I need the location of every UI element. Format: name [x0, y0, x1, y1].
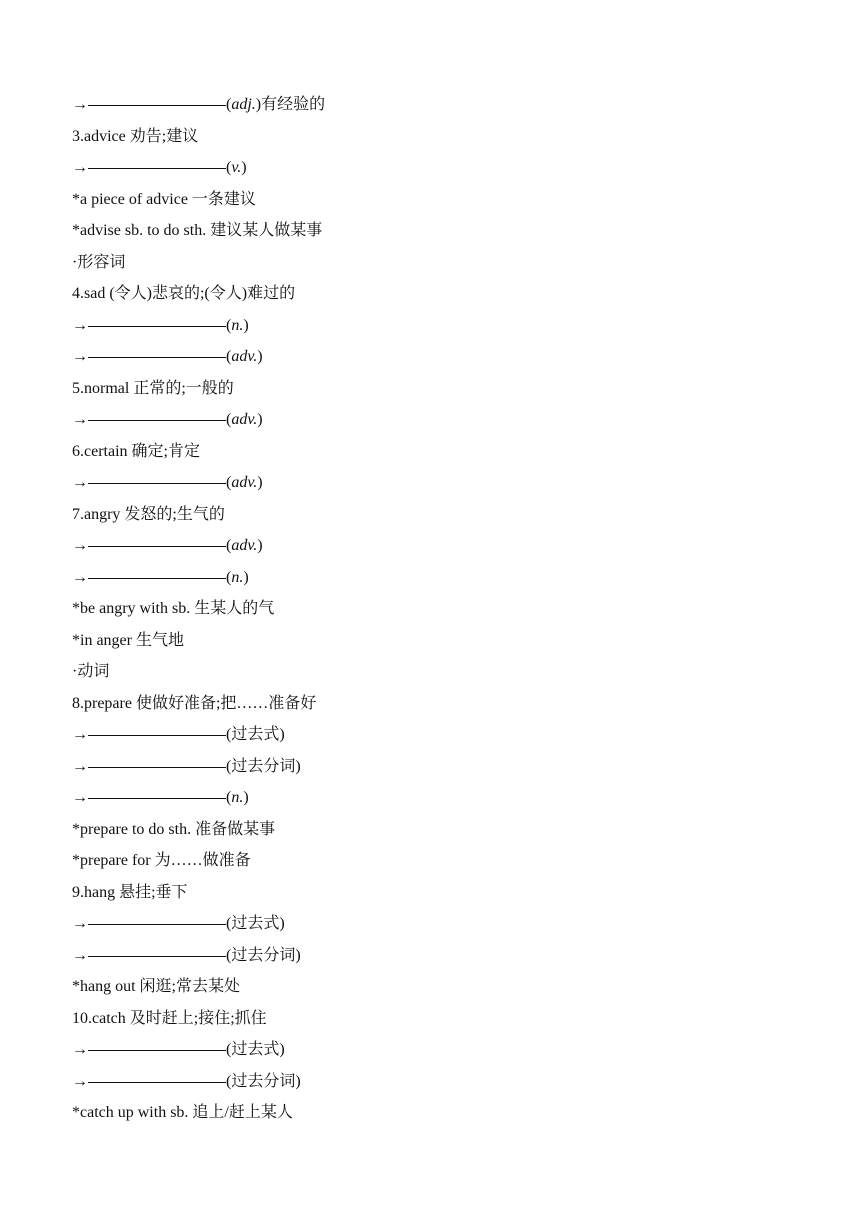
answer-blank[interactable]	[88, 482, 226, 484]
hint-prefix: (过去分词)	[226, 946, 301, 964]
arrow-icon: →	[72, 726, 88, 743]
part-of-speech: v.	[231, 159, 242, 176]
arrow-icon: →	[72, 1072, 88, 1090]
hint-prefix: (过去式)	[226, 915, 285, 932]
text-line: *prepare to do sth. 准备做某事	[72, 820, 276, 838]
fill-in-line	[72, 467, 772, 499]
arrow-icon: →	[72, 159, 88, 176]
hint-suffix: )	[243, 316, 249, 334]
fill-in-line	[72, 89, 772, 121]
arrow-icon: →	[72, 96, 88, 113]
text-line: 7.angry 发怒的;生气的	[72, 505, 225, 523]
arrow-icon: →	[72, 1041, 88, 1058]
hint-prefix: (	[226, 537, 232, 554]
text-line: 4.sad (令人)悲哀的;(令人)难过的	[72, 285, 296, 302]
text-line: 6.certain 确定;肯定	[72, 442, 200, 460]
text-line: ·动词	[72, 663, 110, 680]
arrow-icon: →	[72, 316, 88, 334]
text-line: 10.catch 及时赶上;接住;抓住	[72, 1009, 267, 1027]
arrow-icon: →	[72, 915, 88, 932]
part-of-speech: adv.	[231, 474, 258, 491]
part-of-speech: adj.	[231, 96, 256, 113]
answer-blank[interactable]	[88, 1049, 226, 1051]
part-of-speech: n.	[231, 568, 244, 586]
fill-in-line	[72, 341, 772, 373]
hint-prefix: (过去式)	[226, 726, 285, 743]
arrow-icon: →	[72, 537, 88, 554]
answer-blank[interactable]	[88, 356, 226, 358]
arrow-icon: →	[72, 757, 88, 775]
answer-blank[interactable]	[88, 923, 226, 925]
hint-prefix: (	[226, 316, 232, 334]
text-line: *catch up with sb. 追上/赶上某人	[72, 1104, 293, 1121]
hint-suffix: )	[243, 568, 249, 586]
text-line: *hang out 闲逛;常去某处	[72, 978, 240, 995]
arrow-icon: →	[72, 348, 88, 365]
hint-suffix: )	[257, 474, 263, 491]
text-line: *be angry with sb. 生某人的气	[72, 600, 275, 617]
text-line: 8.prepare 使做好准备;把……准备好	[72, 694, 317, 712]
answer-blank[interactable]	[88, 1081, 226, 1083]
hint-prefix: (	[226, 411, 232, 428]
hint-suffix: )	[257, 411, 263, 428]
part-of-speech: adv.	[231, 537, 258, 554]
answer-blank[interactable]	[88, 167, 226, 169]
text-line: *a piece of advice 一条建议	[72, 190, 256, 208]
fill-in-line	[72, 404, 772, 436]
fill-in-line	[72, 751, 772, 783]
fill-in-line	[72, 152, 772, 184]
hint-suffix: )有经验的	[255, 96, 326, 113]
text-line: ·形容词	[72, 253, 126, 271]
fill-in-line	[72, 1066, 772, 1098]
answer-blank[interactable]	[88, 419, 226, 421]
text-line: 3.advice 劝告;建议	[72, 127, 199, 145]
hint-prefix: (	[226, 159, 232, 176]
hint-prefix: (	[226, 96, 232, 113]
fill-in-line	[72, 908, 772, 940]
text-line: 9.hang 悬挂;垂下	[72, 883, 188, 901]
fill-in-line	[72, 530, 772, 562]
fill-in-line	[72, 310, 772, 342]
fill-in-line	[72, 1034, 772, 1066]
fill-in-line	[72, 940, 772, 972]
hint-prefix: (	[226, 789, 232, 806]
arrow-icon: →	[72, 946, 88, 964]
part-of-speech: adv.	[231, 348, 258, 365]
hint-suffix: )	[243, 789, 249, 806]
vocabulary-list	[72, 89, 772, 1129]
fill-in-line	[72, 782, 772, 814]
answer-blank[interactable]	[88, 955, 226, 957]
text-line: *advise sb. to do sth. 建议某人做某事	[72, 222, 323, 239]
text-line: 5.normal 正常的;一般的	[72, 379, 234, 397]
part-of-speech: n.	[231, 789, 244, 806]
hint-prefix: (	[226, 474, 232, 491]
arrow-icon: →	[72, 411, 88, 428]
arrow-icon: →	[72, 568, 88, 586]
hint-suffix: )	[257, 348, 263, 365]
answer-blank[interactable]	[88, 545, 226, 547]
hint-prefix: (	[226, 568, 232, 586]
hint-prefix: (过去分词)	[226, 1072, 301, 1090]
hint-suffix: )	[257, 537, 263, 554]
answer-blank[interactable]	[88, 766, 226, 768]
answer-blank[interactable]	[88, 325, 226, 327]
fill-in-line	[72, 562, 772, 594]
answer-blank[interactable]	[88, 797, 226, 799]
arrow-icon: →	[72, 474, 88, 491]
part-of-speech: adv.	[231, 411, 258, 428]
text-line: *prepare for 为……做准备	[72, 852, 251, 869]
answer-blank[interactable]	[88, 577, 226, 579]
answer-blank[interactable]	[88, 104, 226, 106]
arrow-icon: →	[72, 789, 88, 806]
text-line: *in anger 生气地	[72, 631, 184, 649]
answer-blank[interactable]	[88, 734, 226, 736]
hint-prefix: (过去式)	[226, 1041, 285, 1058]
hint-prefix: (	[226, 348, 232, 365]
fill-in-line	[72, 719, 772, 751]
hint-suffix: )	[241, 159, 247, 176]
hint-prefix: (过去分词)	[226, 757, 301, 775]
part-of-speech: n.	[231, 316, 244, 334]
